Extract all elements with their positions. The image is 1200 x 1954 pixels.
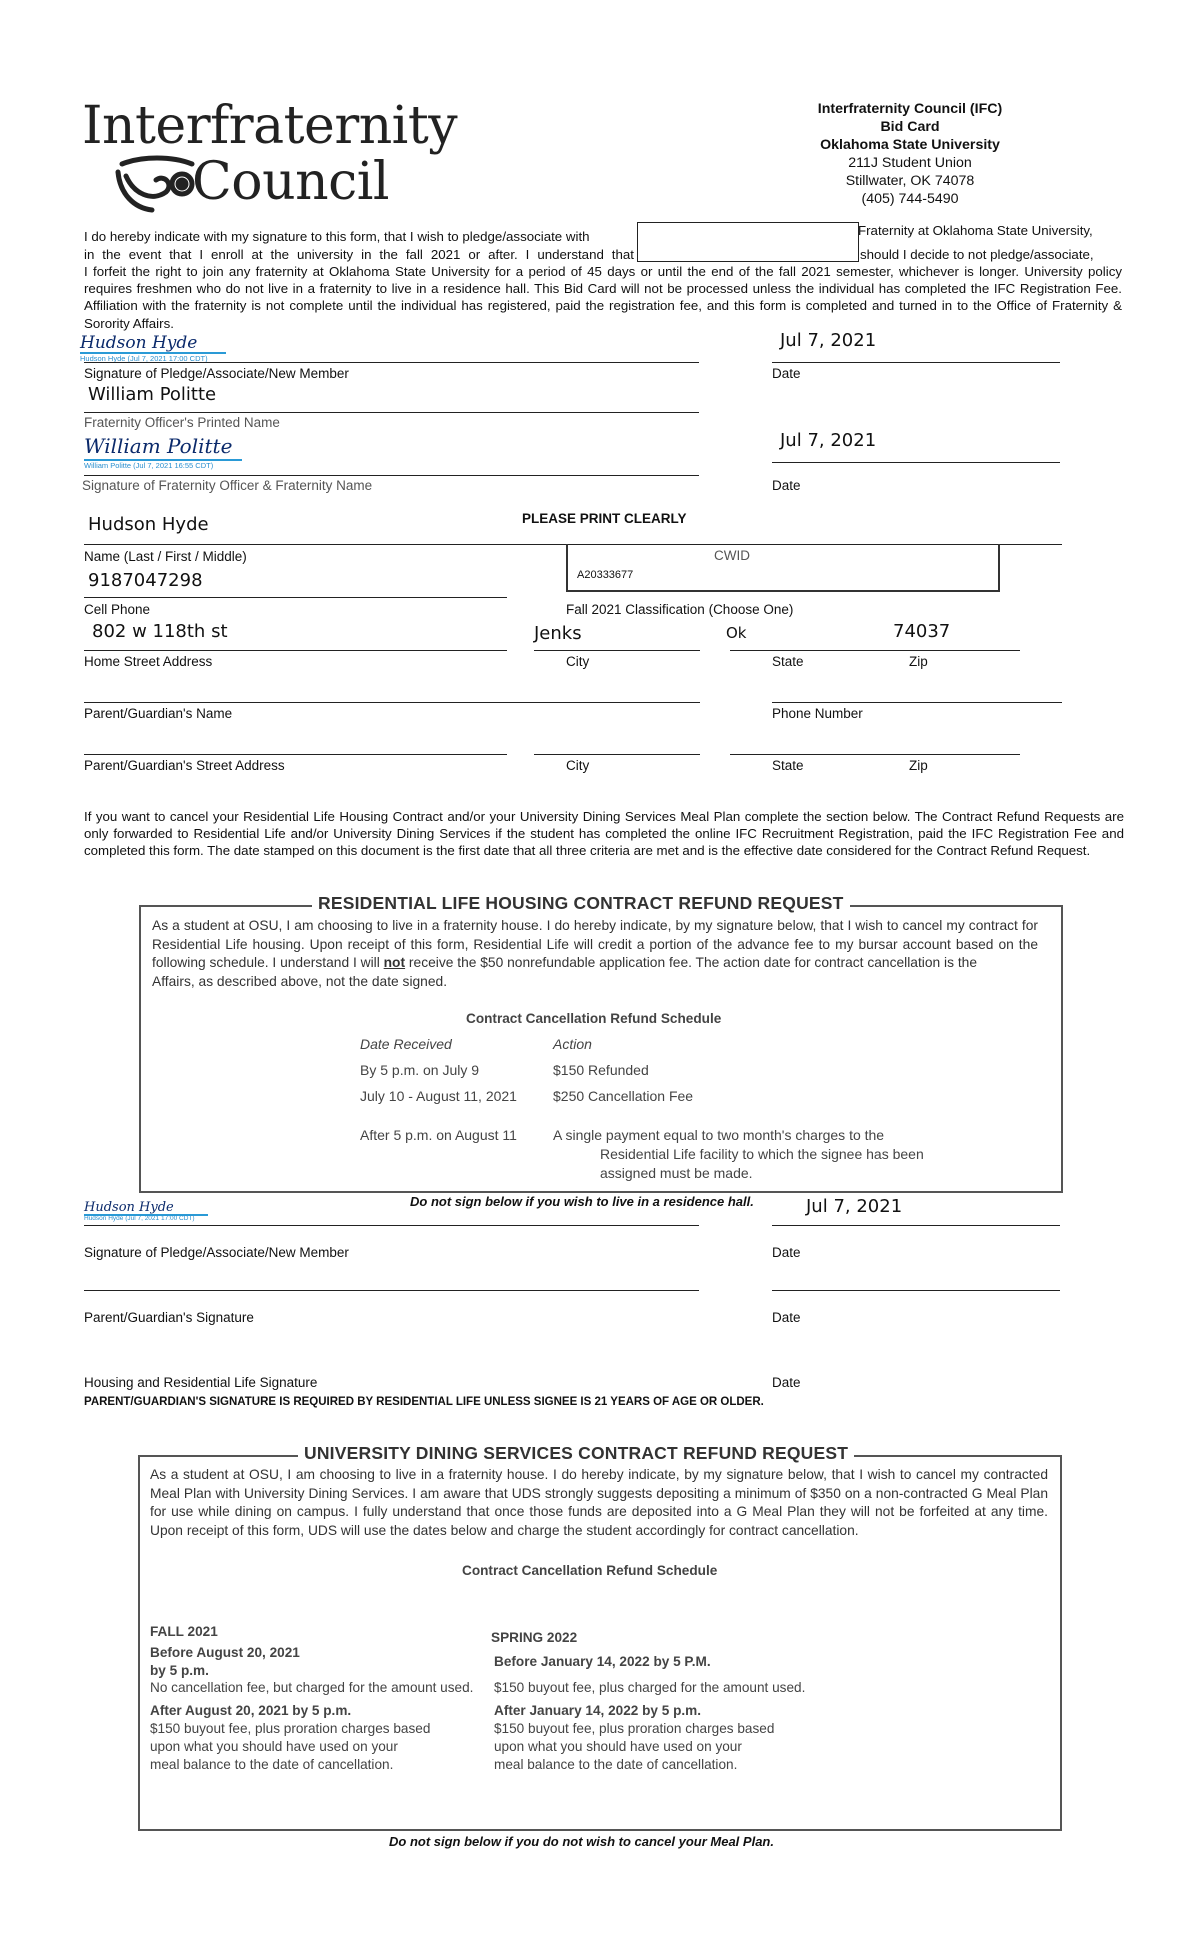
guardian-phone-line [772, 702, 1062, 703]
housing-sig-label-3: Housing and Residential Life Signature [84, 1375, 318, 1390]
housing-p3: Affairs, as described above, not the date signed. [152, 974, 448, 989]
phone-line [84, 597, 507, 598]
header-phone: (405) 744-5490 [861, 191, 959, 207]
housing-row-2-date: July 10 - August 11, 2021 [360, 1088, 517, 1104]
spring-after-text-3: meal balance to the date of cancellation. [494, 1757, 738, 1772]
guardian-street-label: Parent/Guardian's Street Address [84, 758, 285, 773]
street-line [84, 650, 507, 651]
intro-line-1b: Fraternity at Oklahoma State University, [858, 223, 1093, 238]
housing-pledge-signature[interactable]: Hudson Hyde [84, 1200, 174, 1215]
housing-row-2-action: $250 Cancellation Fee [553, 1088, 694, 1104]
officer-sig-line [84, 475, 699, 476]
fall-after-text-2: upon what you should have used on your [150, 1739, 398, 1754]
housing-schedule-title: Contract Cancellation Refund Schedule [466, 1011, 722, 1026]
housing-date-label-3: Date [772, 1375, 801, 1390]
cell-phone-value[interactable]: 9187047298 [88, 570, 203, 591]
logo-line1: Interfraternity [82, 96, 458, 156]
fall-before-time: by 5 p.m. [150, 1663, 209, 1678]
housing-col-date: Date Received [360, 1036, 452, 1052]
guardian-street-line [84, 754, 507, 755]
header-address-1: 211J Student Union [848, 155, 972, 171]
intro-line-2a: in the event that I enroll at the university in the fall 2021 or after. I understand that [84, 247, 634, 262]
header-org: Interfraternity Council (IFC) [817, 101, 1003, 117]
housing-sig-label-2: Parent/Guardian's Signature [84, 1310, 254, 1325]
cancel-intro: If you want to cancel your Residential Life Housing Contract and/or your University Dining Services Meal Plan complete the section below. The Contract Refund Requests are only forwarded to Residential Life and/or University Dining Services if the student has completed the online IFC Recruitment Registration, paid the IFC Registration Fee and completed this form. The date stamped on this document is the first date that all three criteria are met and is the effective date considered for the Contract Refund Request. [84, 809, 1124, 859]
officer-name-line [84, 412, 699, 413]
officer-date-label: Date [772, 478, 801, 493]
guardian-state-label: State [772, 758, 804, 773]
spring-before-date: Before January 14, 2022 by 5 P.M. [494, 1654, 711, 1669]
city-label: City [566, 654, 590, 669]
housing-col-action: Action [553, 1036, 592, 1052]
officer-signature-label: Signature of Fraternity Officer & Fraternity Name [82, 478, 373, 493]
cwid-box[interactable] [566, 544, 1000, 592]
fall-after-date: After August 20, 2021 by 5 p.m. [150, 1703, 352, 1718]
guardian-phone-label: Phone Number [772, 706, 863, 721]
officer-printed-label: Fraternity Officer's Printed Name [84, 415, 280, 430]
signature-meta: William Politte (Jul 7, 2021 16:55 CDT) [84, 461, 214, 470]
housing-p1: As a student at OSU, I am choosing to live in a fraternity house. I do hereby indicate, by my signature below, that I wish to cancel my contract for Residential Life housing. Upon receipt of this form, Residential Life will credit a portion of the advance fee to my bursar account based on the following schedule. I understand I will [152, 918, 1038, 970]
officer-signature[interactable]: William Politte [84, 434, 233, 458]
intro-line-1a: I do hereby indicate with my signature to this form, that I wish to pledge/associate with [84, 229, 590, 244]
state-value[interactable]: Ok [726, 624, 747, 642]
cwid-label: CWID [714, 548, 750, 563]
signature-meta: Hudson Hyde (Jul 7, 2021 17:00 CDT) [84, 1215, 195, 1222]
date-line [772, 362, 1060, 363]
city-line [534, 650, 700, 651]
header-doc-title: Bid Card [880, 119, 940, 135]
dining-paragraph: As a student at OSU, I am choosing to live in a fraternity house. I do hereby indicate, by my signature below, that I wish to cancel my contracted Meal Plan with University Dining Services. I am aware that UDS strongly suggests depositing a minimum of $350 on a non-contracted G Meal Plan for use while dining on campus. I fully understand that once those funds are deposited into a G Meal Plan they will not be forfeited at any time. Upon receipt of this form, UDS will use the dates below and charge the student accordingly for contract cancellation. [150, 1467, 1048, 1538]
cwid-value[interactable]: A20333677 [577, 569, 634, 581]
housing-row-1-action: $150 Refunded [553, 1062, 649, 1078]
state-label: State [772, 654, 804, 669]
street-label: Home Street Address [84, 654, 213, 669]
ifc-logo [82, 96, 458, 216]
pledge-date-label: Date [772, 366, 801, 381]
spring-before-text: $150 buyout fee, plus charged for the amount used. [494, 1680, 806, 1695]
header-university: Oklahoma State University [820, 137, 1000, 153]
fall-before-text: No cancellation fee, but charged for the amount used. [150, 1680, 474, 1695]
pledge-signature-label: Signature of Pledge/Associate/New Member [84, 366, 349, 381]
housing-row-3-action-1: A single payment equal to two month's charges to the [553, 1127, 885, 1143]
guardian-name-line [84, 702, 700, 703]
housing-date-line-2 [772, 1290, 1060, 1291]
housing-p2: receive the $50 nonrefundable application fee. The action date for contract cancellation is the [408, 955, 978, 970]
fall-after-text-3: meal balance to the date of cancellation. [150, 1757, 394, 1772]
print-clearly-label: PLEASE PRINT CLEARLY [522, 511, 687, 526]
housing-refund-title: RESIDENTIAL LIFE HOUSING CONTRACT REFUND REQUEST [312, 893, 850, 914]
zip-label: Zip [909, 654, 928, 669]
housing-date-value[interactable]: Jul 7, 2021 [806, 1196, 903, 1217]
intro-line-2b: should I decide to not pledge/associate, [860, 247, 1094, 262]
dining-refund-title: UNIVERSITY DINING SERVICES CONTRACT REFUND REQUEST [298, 1443, 854, 1464]
guardian-zip-label: Zip [909, 758, 928, 773]
city-value[interactable]: Jenks [534, 623, 582, 644]
guardian-state-zip-line [730, 754, 1020, 755]
signature-meta: Hudson Hyde (Jul 7, 2021 17:00 CDT) [80, 354, 208, 363]
housing-row-3-action-3: assigned must be made. [600, 1165, 753, 1181]
housing-not: not [383, 955, 406, 970]
zip-value[interactable]: 74037 [893, 621, 951, 642]
housing-date-label-2: Date [772, 1310, 801, 1325]
name-label: Name (Last / First / Middle) [84, 549, 247, 564]
spring-after-date: After January 14, 2022 by 5 p.m. [494, 1703, 702, 1718]
state-zip-line [730, 650, 1020, 651]
housing-paragraph [152, 917, 1038, 973]
column-capital-icon [112, 154, 202, 216]
housing-date-line-1 [772, 1225, 1060, 1226]
guardian-name-label: Parent/Guardian's Name [84, 706, 233, 721]
housing-no-sign-note: Do not sign below if you wish to live in a residence hall. [410, 1194, 754, 1209]
student-name-value[interactable]: Hudson Hyde [88, 514, 209, 535]
officer-printed-name[interactable]: William Politte [88, 384, 217, 405]
pledge-date-value[interactable]: Jul 7, 2021 [780, 330, 877, 351]
header-block [760, 100, 1060, 208]
signature-line [84, 362, 699, 363]
classification-label: Fall 2021 Classification (Choose One) [566, 602, 794, 617]
fall-heading: FALL 2021 [150, 1624, 218, 1639]
cell-phone-label: Cell Phone [84, 602, 151, 617]
spring-after-text-1: $150 buyout fee, plus proration charges based [494, 1721, 775, 1736]
housing-sig-line-1 [84, 1225, 699, 1226]
housing-sig-line-2 [84, 1290, 699, 1291]
officer-date-line [772, 462, 1060, 463]
guardian-required-note: PARENT/GUARDIAN'S SIGNATURE IS REQUIRED BY RESIDENTIAL LIFE UNLESS SIGNEE IS 21 YEARS OF AGE OR OLDER. [84, 1396, 764, 1408]
fall-before-date: Before August 20, 2021 [150, 1645, 300, 1660]
header-address-2: Stillwater, OK 74078 [845, 173, 975, 189]
officer-date-value[interactable]: Jul 7, 2021 [780, 430, 877, 451]
spring-heading: SPRING 2022 [491, 1630, 578, 1645]
logo-line2: Council [192, 152, 389, 212]
home-street-value[interactable]: 802 w 118th st [92, 621, 228, 642]
fraternity-name-field[interactable] [637, 222, 859, 262]
housing-sig-label-1: Signature of Pledge/Associate/New Member [84, 1245, 349, 1260]
meal-plan-no-sign-note: Do not sign below if you do not wish to cancel your Meal Plan. [389, 1834, 774, 1849]
housing-row-1-date: By 5 p.m. on July 9 [360, 1062, 480, 1078]
fall-after-text-1: $150 buyout fee, plus proration charges based [150, 1721, 431, 1736]
guardian-city-line [534, 754, 700, 755]
housing-row-3-date: After 5 p.m. on August 11 [360, 1127, 517, 1143]
dining-schedule-title: Contract Cancellation Refund Schedule [462, 1563, 718, 1578]
guardian-city-label: City [566, 758, 590, 773]
pledge-signature[interactable]: Hudson Hyde [80, 333, 198, 353]
spring-after-text-2: upon what you should have used on your [494, 1739, 742, 1754]
housing-date-label-1: Date [772, 1245, 801, 1260]
intro-rest: I forfeit the right to join any fraternity at Oklahoma State University for a period of 45 days or until the end of the fall 2021 semester, whichever is longer. University policy requires freshmen who do not live in a fraternity to live in a residence hall. This Bid Card will not be processed unless the individual has completed the IFC Registration Fee. Affiliation with the fraternity is not complete until the individual has registered, paid the registration fee, and this form is completed and turned in to the Office of Fraternity & Sorority Affairs. [84, 264, 1122, 331]
housing-row-3-action-2: Residential Life facility to which the signee has been [600, 1146, 924, 1162]
